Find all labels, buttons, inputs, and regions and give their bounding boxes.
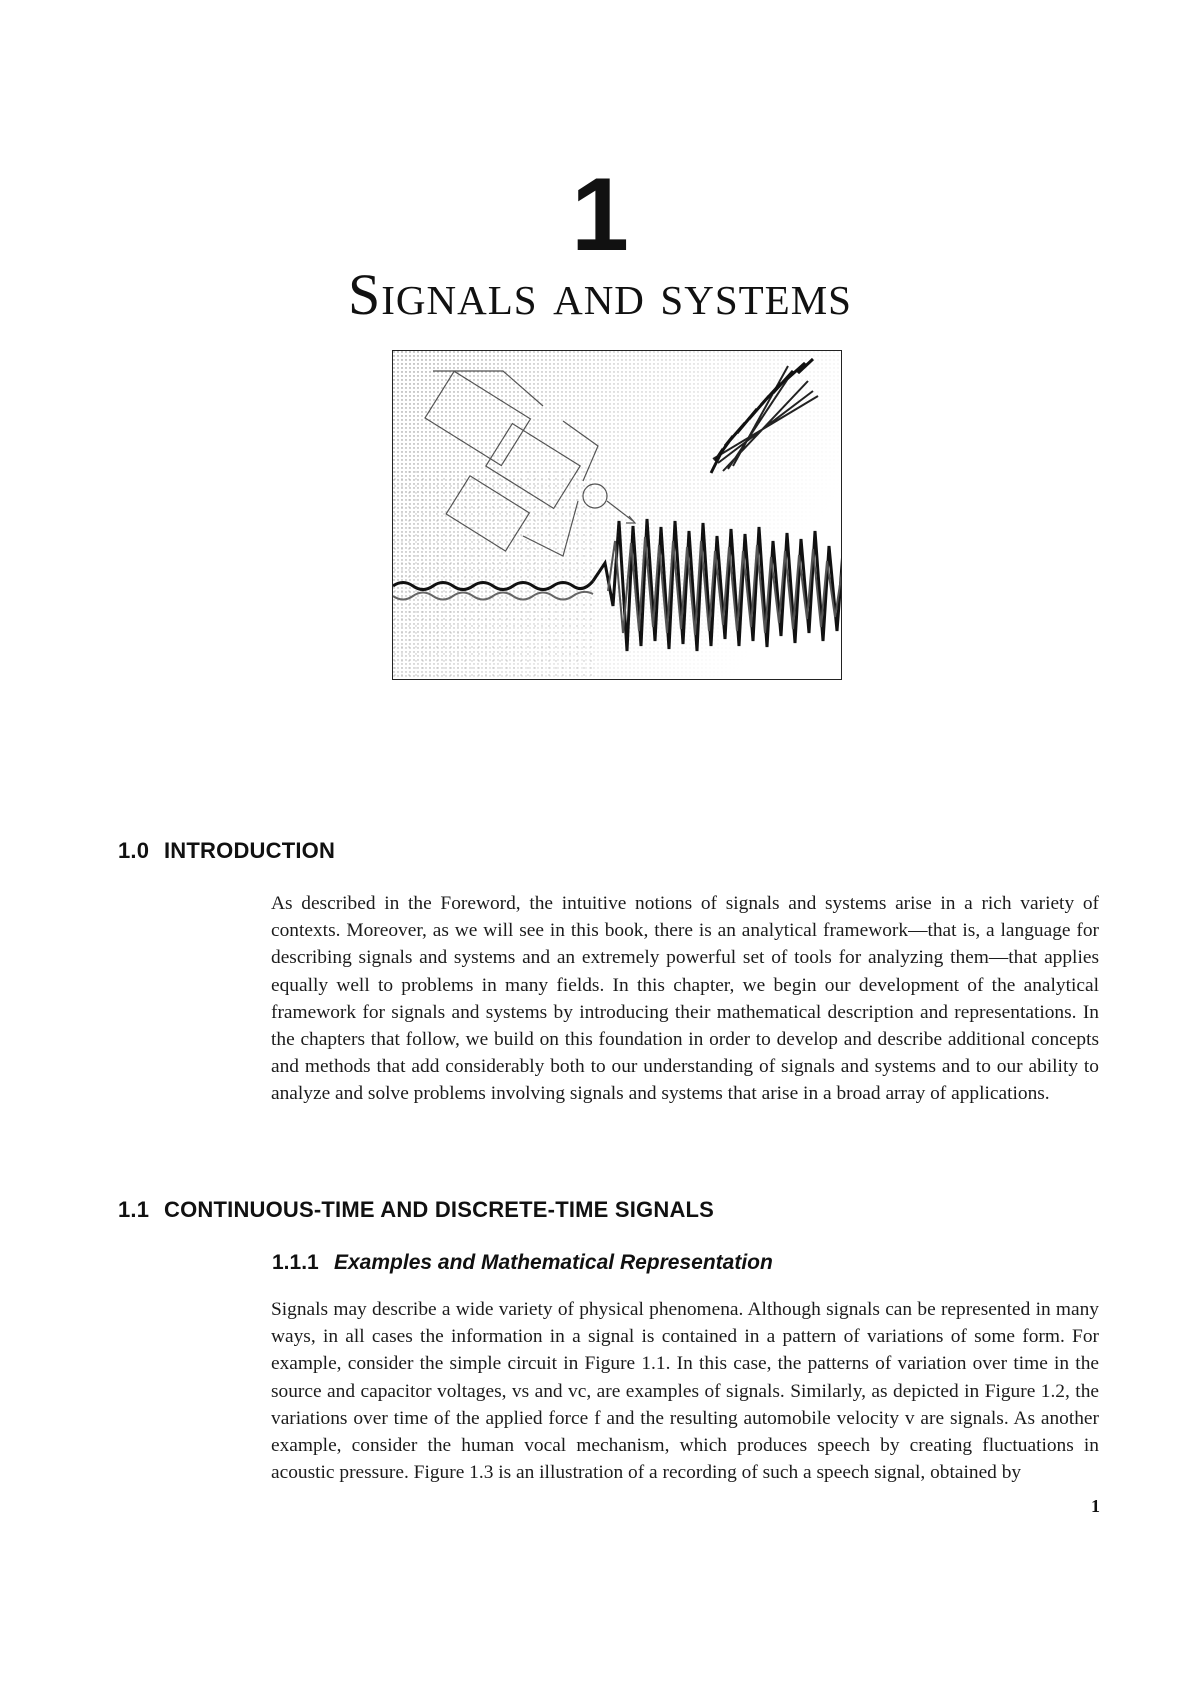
chapter-number: 1 <box>571 157 629 273</box>
section-number: 1.0 <box>118 838 150 863</box>
introduction-paragraph: As described in the Foreword, the intuitive notions of signals and systems arise in a rich variety of contexts. Moreover, as we will see in this book, there is an analytical framework—that is, a language for describing signals and systems and an extremely powerful set of tools for analyzing them—that applies equally well to problems in many fields. In this chapter, we begin our development of the analytical framework for signals and systems by introducing their mathematical description and representations. In the chapters that follow, we build on this foundation in order to develop and describe additional concepts and methods that add considerably both to our understanding of signals and systems and to our ability to analyze and solve problems involving signals and systems that arise in a broad array of applications. <box>271 893 1099 1105</box>
section-heading-continuous-discrete-signals <box>118 1196 714 1224</box>
section-heading-introduction <box>118 837 335 865</box>
section-title: INTRODUCTION <box>164 838 336 863</box>
page-number: 1 <box>1091 1496 1100 1516</box>
section-number: 1.1 <box>118 1197 150 1222</box>
chapter-figure <box>392 350 842 680</box>
chapter-title: Signals and systems <box>348 262 852 327</box>
subsection-heading-examples <box>272 1249 773 1277</box>
signals-and-systems-illustration-icon <box>393 351 842 680</box>
subsection-number: 1.1.1 <box>272 1251 319 1274</box>
section-title: CONTINUOUS-TIME AND DISCRETE-TIME SIGNALS <box>164 1197 715 1222</box>
examples-paragraph: Signals may describe a wide variety of physical phenomena. Although signals can be represented in many ways, in all cases the information in a signal is contained in a pattern of variations of some form. For example, consider the simple circuit in Figure 1.1. In this case, the patterns of variation over time in the source and capacitor voltages, vs and vc, are examples of signals. Similarly, as depicted in Figure 1.2, the variations over time of the applied force f and the resulting automobile velocity v are signals. As another example, consider the human vocal mechanism, which produces speech by creating fluctuations in acoustic pressure. Figure 1.3 is an illustration of a recording of such a speech signal, obtained by <box>271 1299 1099 1484</box>
subsection-title: Examples and Mathematical Representation <box>334 1251 773 1274</box>
